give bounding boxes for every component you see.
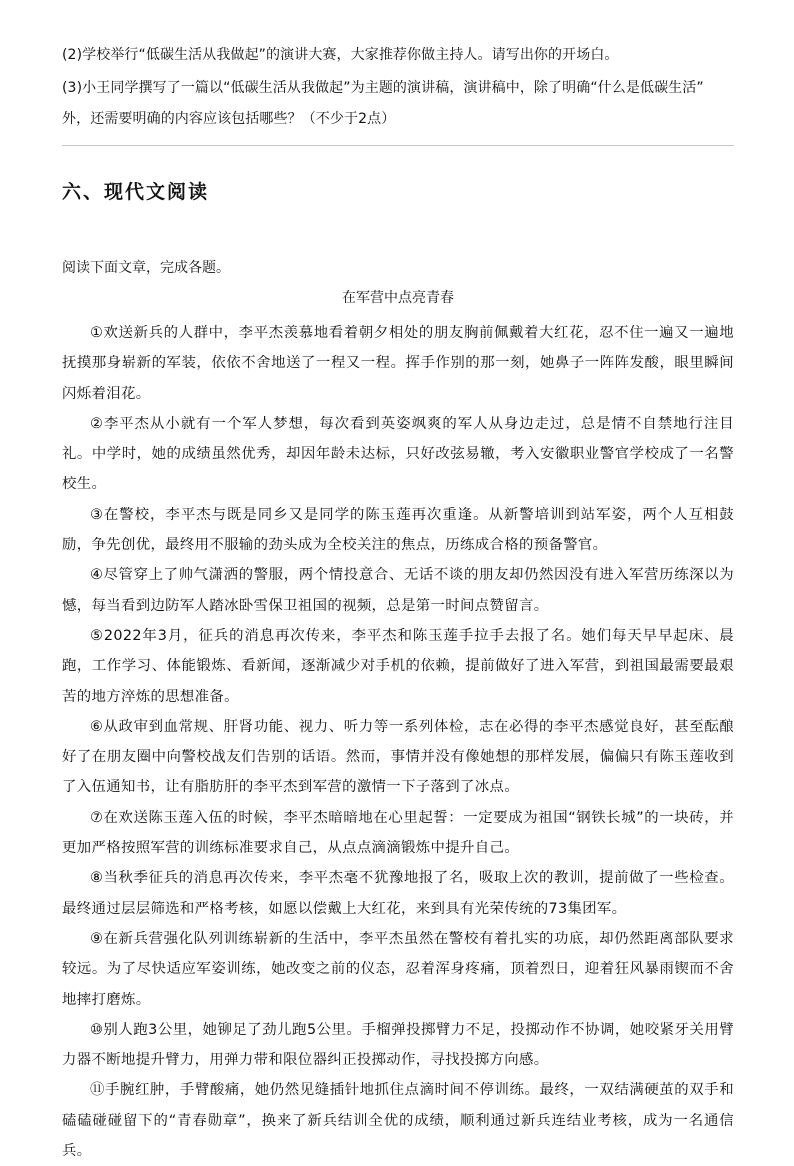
section-title: 六、现代文阅读 <box>62 181 210 203</box>
article-paragraph-3: ③在警校，李平杰与既是同乡又是同学的陈玉莲再次重逢。从新警培训到站军姿，两个人互相鼓励，争先创优，最终用不服输的劲头成为全校关注的焦点，历练成合格的预备警官。 <box>62 506 734 554</box>
section-divider <box>62 145 734 146</box>
article-title: 在军营中点亮青春 <box>342 290 454 306</box>
article-paragraph-1: ①欢送新兵的人群中，李平杰羡慕地看着朝夕相处的朋友胸前佩戴着大红花，忍不住一遍又一遍地抚摸那身崭新的军装，依依不舍地送了一程又一程。挥手作别的那一刻，她鼻子一阵阵发酸，眼里瞬间闪烁着泪花。 <box>62 325 734 402</box>
article-body <box>62 318 734 1166</box>
reading-instruction: 阅读下面文章，完成各题。 <box>62 260 230 276</box>
question-2-text: (2)学校举行“低碳生活从我做起”的演讲大赛，大家推荐你做主持人。请写出你的开场白。 <box>62 47 619 63</box>
article-paragraph-6: ⑥从政审到血常规、肝肾功能、视力、听力等一系列体检，志在必得的李平杰感觉良好，甚至酝酿好了在朋友圈中向警校战友们告别的话语。然而，事情并没有像她想的那样发展，偏偏只有陈玉莲收到了入伍通知书，让有脂肪肝的李平杰到军营的激情一下子落到了冰点。 <box>62 718 734 796</box>
article-paragraph-11: ⑪手腕红肿，手臂酸痛，她仍然见缝插针地抓住点滴时间不停训练。最终，一双结满硬茧的双手和磕磕碰碰留下的“青春勋章”，换来了新兵结训全优的成绩，顺利通过新兵连结业考核，成为一名通信兵。 <box>62 1082 734 1160</box>
article-paragraph-4: ④尽管穿上了帅气潇洒的警服，两个情投意合、无话不谈的朋友却仍然因没有进入军营历练深以为憾，每当看到边防军人踏冰卧雪保卫祖国的视频，总是第一时间点赞留言。 <box>62 567 734 614</box>
article-paragraph-5: ⑤2022年3月，征兵的消息再次传来，李平杰和陈玉莲手拉手去报了名。她们每天早早起床、晨跑，工作学习、体能锻炼、看新闻，逐渐减少对手机的依赖，提前做好了进入军营，到祖国最需要最艰苦的地方淬炼的思想准备。 <box>62 627 734 705</box>
article-paragraph-2: ②李平杰从小就有一个军人梦想，每次看到英姿飒爽的军人从身边走过，总是情不自禁地行注目礼。中学时，她的成绩虽然优秀，却因年龄未达标，只好改弦易辙，考入安徽职业警官学校成了一名警校生。 <box>62 415 734 493</box>
article-paragraph-7: ⑦在欢送陈玉莲入伍的时候，李平杰暗暗地在心里起誓：一定要成为祖国“钢铁长城”的一块砖，并更加严格按照军营的训练标准要求自己，从点点滴滴锻炼中提升自己。 <box>62 809 734 857</box>
article-paragraph-9: ⑨在新兵营强化队列训练崭新的生活中，李平杰虽然在警校有着扎实的功底，却仍然距离部队要求较远。为了尽快适应军姿训练，她改变之前的仪态，忍着浑身疼痛，顶着烈日，迎着狂风暴雨锲而不舍地摔打磨炼。 <box>62 930 734 1008</box>
question-3-text-line-2: 外，还需要明确的内容应该包括哪些？（不少于2点） <box>62 111 396 127</box>
article-paragraph-8: ⑧当秋季征兵的消息再次传来，李平杰毫不犹豫地报了名，吸取上次的教训，提前做了一些检查。最终通过层层筛选和严格考核，如愿以偿戴上大红花，来到具有光荣传统的73集团军。 <box>62 870 734 917</box>
question-3-text-line-1: (3)小王同学撰写了一篇以“低碳生活从我做起”为主题的演讲稿，演讲稿中，除了明确“什么是低碳生活” <box>62 80 704 96</box>
article-paragraph-10: ⑩别人跑3公里，她铆足了劲儿跑5公里。手榴弹投掷臂力不足，投掷动作不协调，她咬紧牙关用臂力器不断地提升臂力，用弹力带和限位器纠正投掷动作，寻找投掷方向感。 <box>62 1021 734 1069</box>
